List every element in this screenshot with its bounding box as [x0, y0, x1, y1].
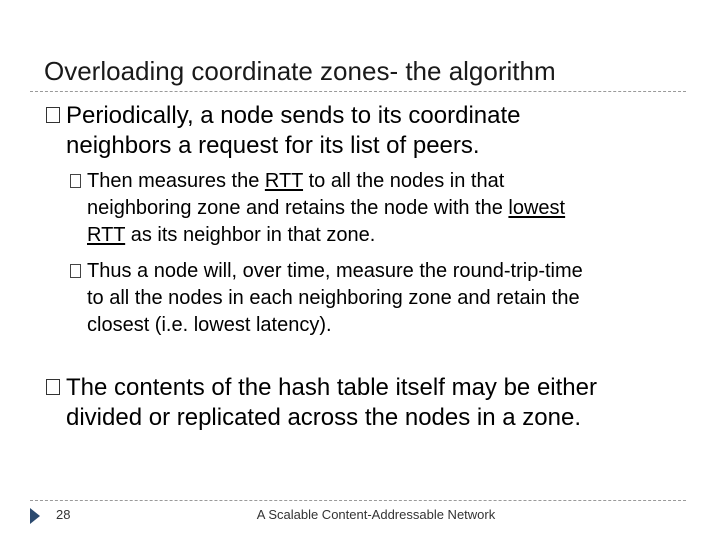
lowest-term: lowest: [508, 197, 566, 219]
sub-text: Then measures the: [87, 170, 265, 192]
bullet-hash-table: [46, 373, 666, 433]
subbullet-measures-rtt: [70, 168, 670, 249]
sub-text: to all the nodes in that: [303, 170, 505, 192]
sub-text: to all the nodes in each neighboring zone and retain the: [87, 287, 580, 309]
bullet-box-icon: [70, 174, 81, 188]
page-number: 28: [56, 507, 71, 522]
subbullet-round-trip: [70, 258, 670, 339]
bullet-box-icon: [46, 107, 60, 123]
bullet-text-line: Periodically, a node sends to its coordinate: [66, 102, 521, 129]
bullet-box-icon: [46, 379, 60, 395]
sub-text: neighboring zone and retains the node with the: [87, 197, 509, 219]
rtt-term: RTT: [264, 170, 304, 192]
title-divider: [30, 91, 686, 92]
slide-title: Overloading coordinate zones- the algorithm: [44, 56, 556, 86]
rtt-term: RTT: [87, 224, 126, 246]
footer-arrow-icon: [30, 508, 40, 524]
sub-text: closest (i.e. lowest latency).: [87, 314, 332, 336]
footer-title: A Scalable Content-Addressable Network: [256, 507, 496, 522]
bullet-text-line: neighbors a request for its list of peers.: [66, 132, 480, 159]
bullet-box-icon: [70, 264, 81, 278]
sub-text: as its neighbor in that zone.: [125, 224, 376, 246]
bullet-periodically: [46, 101, 666, 161]
bullet-text-line: The contents of the hash table itself may be either: [66, 374, 597, 401]
bullet-text-line: divided or replicated across the nodes in a zone.: [66, 404, 581, 431]
sub-text: Thus a node will, over time, measure the round-trip-time: [87, 260, 583, 282]
footer-divider: [30, 500, 686, 501]
